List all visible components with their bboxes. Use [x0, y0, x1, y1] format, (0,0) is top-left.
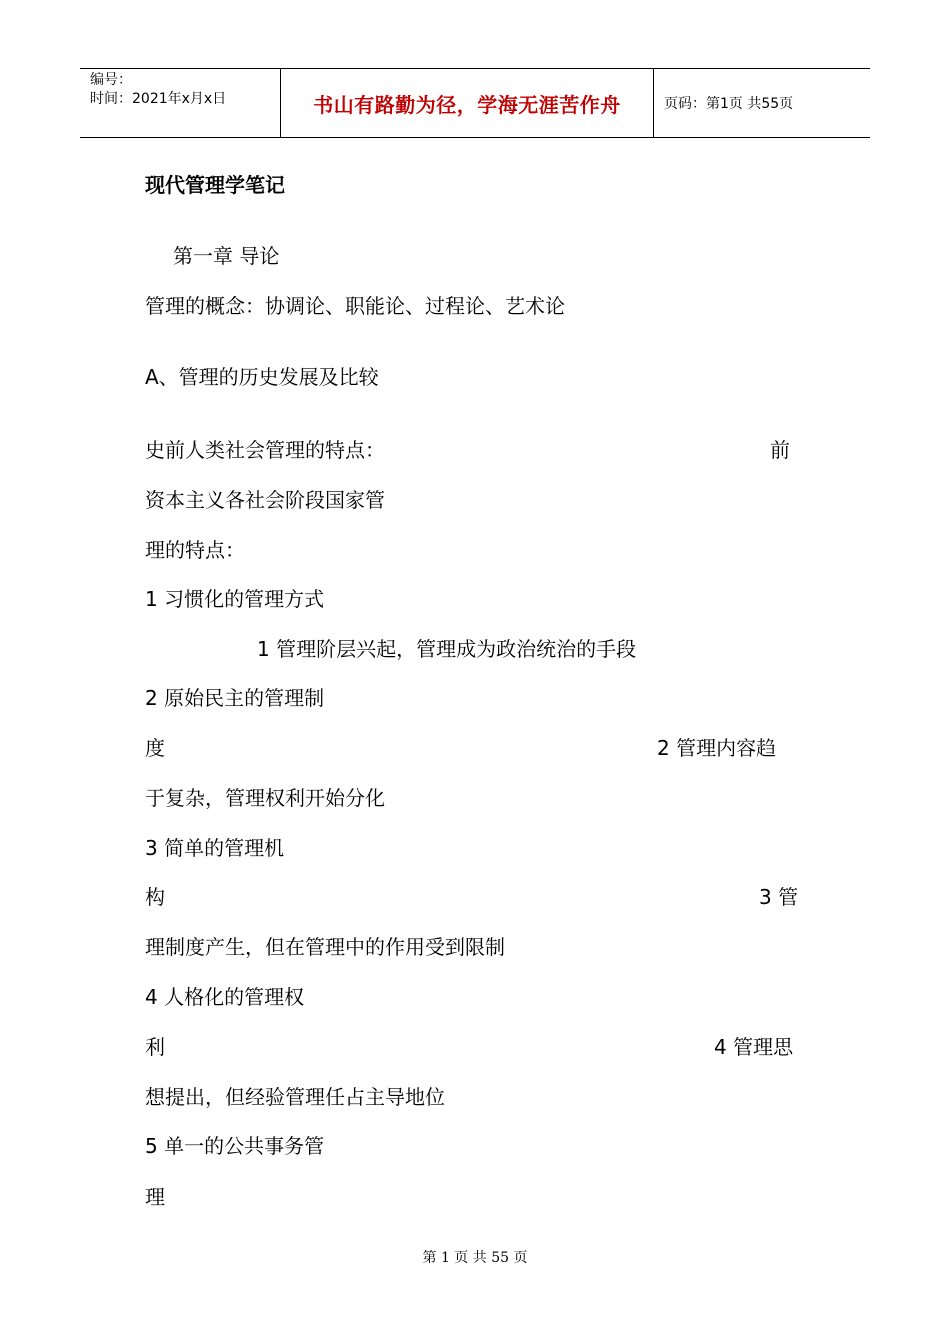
paragraph-line: 理制度产生，但在管理中的作用受到限制 [145, 935, 505, 959]
paragraph-line: 想提出，但经验管理任占主导地位 [145, 1085, 445, 1109]
list-item: 4 人格化的管理权 [145, 985, 305, 1009]
header-meta-cell [80, 69, 281, 137]
paragraph-line: 于复杂，管理权利开始分化 [145, 786, 385, 810]
header-motto-cell [281, 69, 654, 137]
list-item: 2 管理内容趋 [657, 736, 777, 760]
document-date-label: 时间：2021年x月x日 [90, 91, 227, 107]
paragraph-line: 构 [145, 885, 165, 909]
paragraph-line: 度 [145, 736, 165, 760]
list-item: 1 管理阶层兴起，管理成为政治统治的手段 [257, 637, 637, 661]
document-title: 现代管理学笔记 [145, 173, 285, 197]
paragraph-line: 理的特点： [145, 538, 245, 562]
header-page-cell [654, 69, 870, 137]
header-table [80, 68, 870, 138]
motto-text: 书山有路勤为径，学海无涯苦作舟 [313, 92, 621, 117]
paragraph-line: 利 [145, 1035, 165, 1059]
paragraph-line: 史前人类社会管理的特点： [145, 438, 385, 462]
chapter-heading: 第一章 导论 [173, 244, 280, 268]
paragraph-line: 管理的概念：协调论、职能论、过程论、艺术论 [145, 294, 565, 318]
paragraph-line: 资本主义各社会阶段国家管 [145, 488, 385, 512]
list-item: 3 简单的管理机 [145, 836, 285, 860]
page-info-label: 页码：第1页 共55页 [664, 96, 794, 112]
list-item: 4 管理思 [714, 1035, 794, 1059]
page-footer: 第 1 页 共 55 页 [422, 1250, 528, 1266]
paragraph-line: 理 [145, 1185, 165, 1209]
paragraph-line: 前 [770, 438, 790, 462]
section-heading: A、管理的历史发展及比较 [145, 365, 379, 389]
list-item: 1 习惯化的管理方式 [145, 587, 325, 611]
list-item: 5 单一的公共事务管 [145, 1134, 325, 1158]
document-number-label: 编号： [90, 72, 132, 88]
list-item: 3 管 [759, 885, 799, 909]
list-item: 2 原始民主的管理制 [145, 686, 325, 710]
